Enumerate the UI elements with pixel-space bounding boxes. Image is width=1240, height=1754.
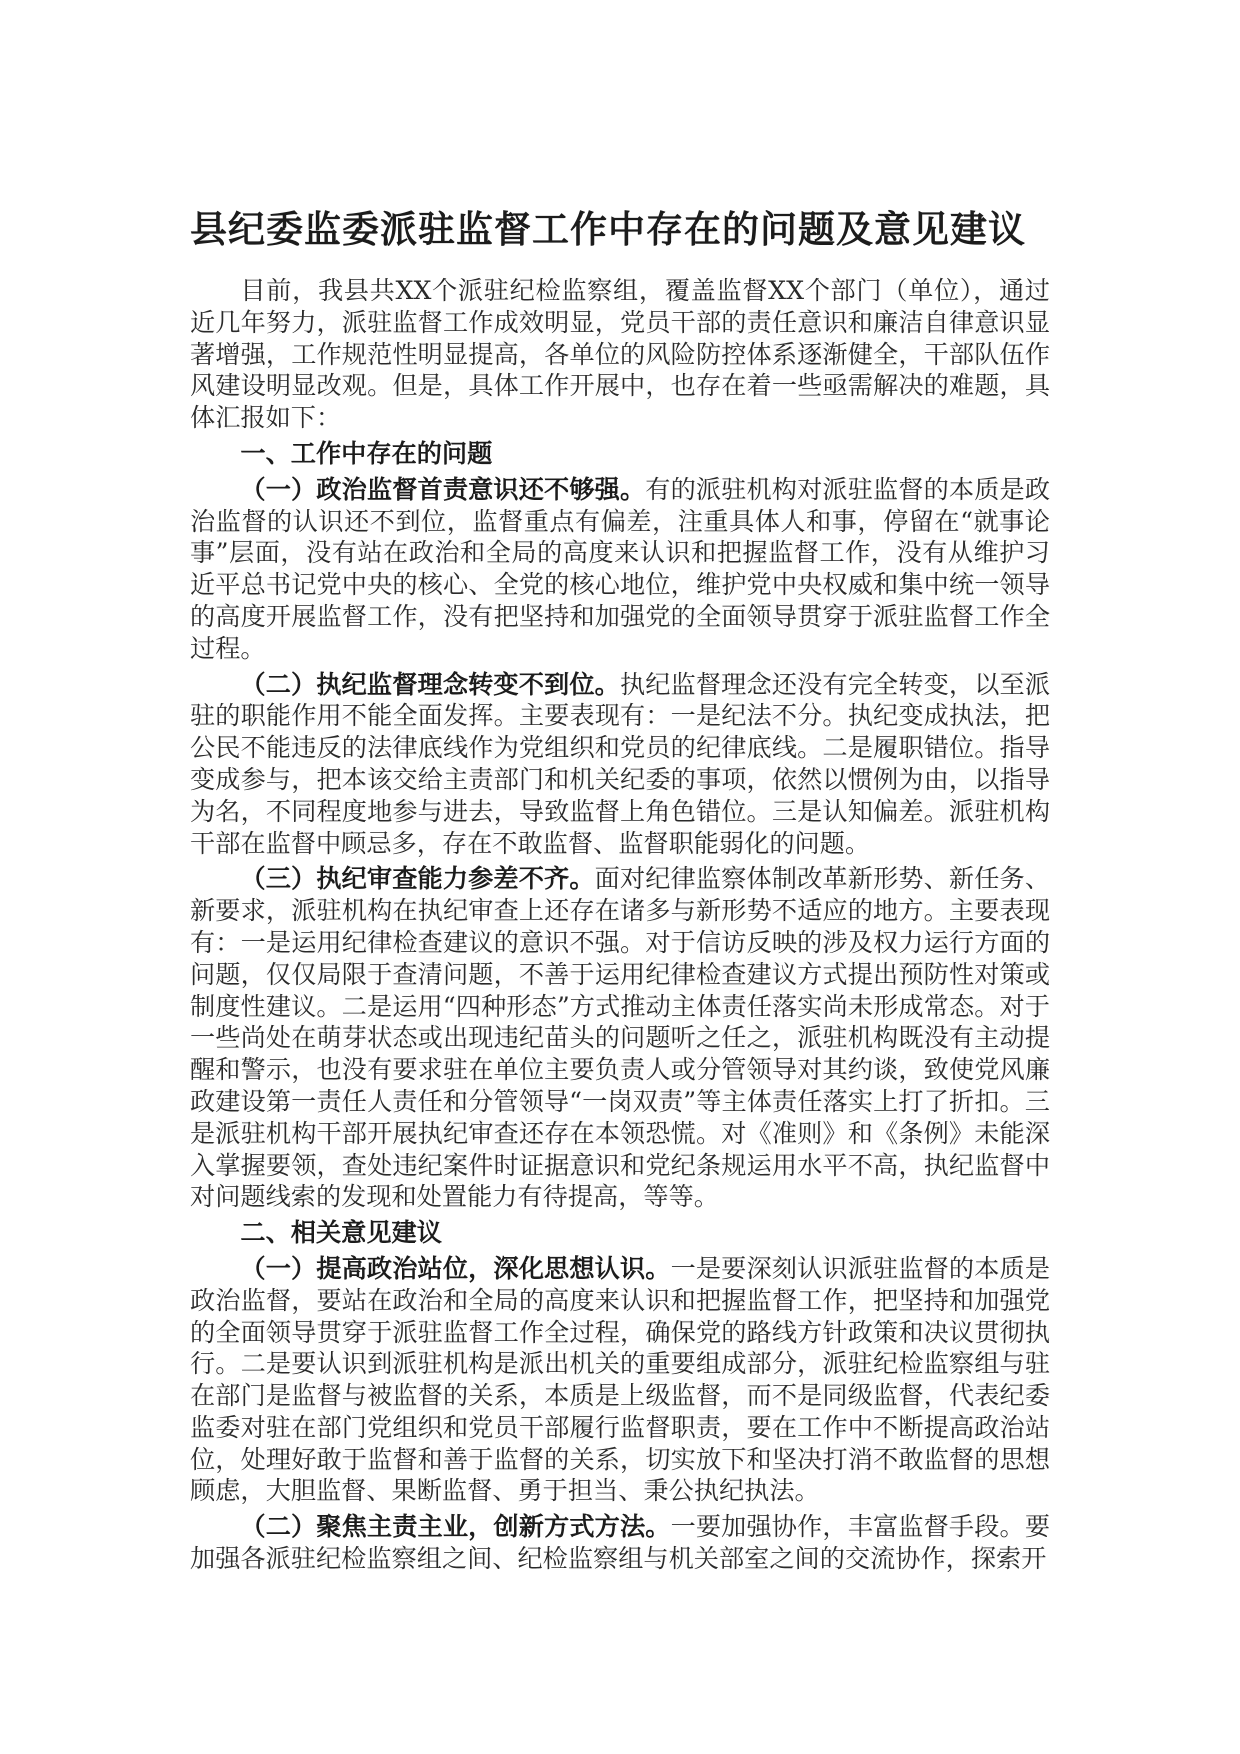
problem-paragraph-2 bbox=[190, 669, 1050, 860]
suggestion-text-1: 一是要深刻认识派驻监督的本质是政治监督，要站在政治和全局的高度来认识和把握监督工作，把坚持和加强党的全面领导贯穿于派驻监督工作全过程，确保党的路线方针政策和决议贯彻执行。二是要认识到派驻机构是派出机关的重要组成部分，派驻纪检监察组与驻在部门是监督与被监督的关系，本质是上级监督，而不是同级监督，代表纪委监委对驻在部门党组织和党员干部履行监督职责，要在工作中不断提高政治站位，处理好敢于监督和善于监督的关系，切实放下和坚决打消不敢监督的思想顾虑，大胆监督、果断监督、勇于担当、秉公执纪执法。 bbox=[190, 1253, 1051, 1506]
problem-text-3: 面对纪律监察体制改革新形势、新任务、新要求，派驻机构在执纪审查上还存在诸多与新形势不适应的地方。主要表现有：一是运用纪律检查建议的意识不强。对于信访反映的涉及权力运行方面的问题，仅仅局限于查清问题，不善于运用纪律检查建议方式提出预防性对策或制度性建议。二是运用“四种形态”方式推动主体责任落实尚未形成常态。对于一些尚处在萌芽状态或出现违纪苗头的问题听之任之，派驻机构既没有主动提醒和警示，也没有要求驻在单位主要负责人或分管领导对其约谈，致使党风廉政建设第一责任人责任和分管领导“一岗双责”等主体责任落实上打了折扣。三是派驻机构干部开展执纪审查还存在本领恐慌。对《准则》和《条例》未能深入掌握要领，查处违纪案件时证据意识和党纪条规运用水平不高，执纪监督中对问题线索的发现和处置能力有待提高，等等。 bbox=[190, 864, 1051, 1212]
problem-lead-2: （二）执纪监督理念转变不到位。 bbox=[240, 669, 620, 699]
problem-lead-3: （三）执纪审查能力参差不齐。 bbox=[240, 864, 595, 894]
problem-lead-1: （一）政治监督首责意识还不够强。 bbox=[240, 474, 646, 504]
suggestion-text-2: 一要加强协作，丰富监督手段。要加强各派驻纪检监察组之间、纪检监察组与机关部室之间的交流协作，探索开 bbox=[190, 1512, 1051, 1574]
section-heading-problems: 一、工作中存在的问题 bbox=[240, 438, 493, 468]
section-heading-suggestions: 二、相关意见建议 bbox=[240, 1218, 442, 1248]
suggestion-paragraph-2 bbox=[190, 1511, 1050, 1575]
intro-paragraph: 目前，我县共XX个派驻纪检监察组，覆盖监督XX个部门（单位），通过近几年努力，派驻监督工作成效明显，党员干部的责任意识和廉洁自律意识显著增强，工作规范性明显提高，各单位的风险防控体系逐渐健全，干部队伍作风建设明显改观。但是，具体工作开展中，也存在着一些亟需解决的难题，具体汇报如下： bbox=[190, 276, 1050, 433]
problem-text-1: 有的派驻机构对派驻监督的本质是政治监督的认识还不到位，监督重点有偏差，注重具体人和事，停留在“就事论事”层面，没有站在政治和全局的高度来认识和把握监督工作，没有从维护习近平总书记党中央的核心、全党的核心地位，维护党中央权威和集中统一领导的高度开展监督工作，没有把坚持和加强党的全面领导贯穿于派驻监督工作全过程。 bbox=[190, 474, 1051, 663]
suggestion-lead-1: （一）提高政治站位，深化思想认识。 bbox=[240, 1253, 671, 1283]
problem-text-2: 执纪监督理念还没有完全转变，以至派驻的职能作用不能全面发挥。主要表现有：一是纪法不分。执纪变成执法，把公民不能违反的法律底线作为党组织和党员的纪律底线。二是履职错位。指导变成参与，把本该交给主责部门和机关纪委的事项，依然以惯例为由，以指导为名，不同程度地参与进去，导致监督上角色错位。三是认知偏差。派驻机构干部在监督中顾忌多，存在不敢监督、监督职能弱化的问题。 bbox=[190, 669, 1051, 858]
suggestion-paragraph-1 bbox=[190, 1253, 1050, 1507]
suggestion-lead-2: （二）聚焦主责主业，创新方式方法。 bbox=[240, 1512, 671, 1542]
document-page bbox=[190, 205, 1050, 1579]
problem-paragraph-3 bbox=[190, 863, 1050, 1213]
document-title: 县纪委监委派驻监督工作中存在的问题及意见建议 bbox=[190, 208, 1026, 251]
problem-paragraph-1 bbox=[190, 474, 1050, 665]
